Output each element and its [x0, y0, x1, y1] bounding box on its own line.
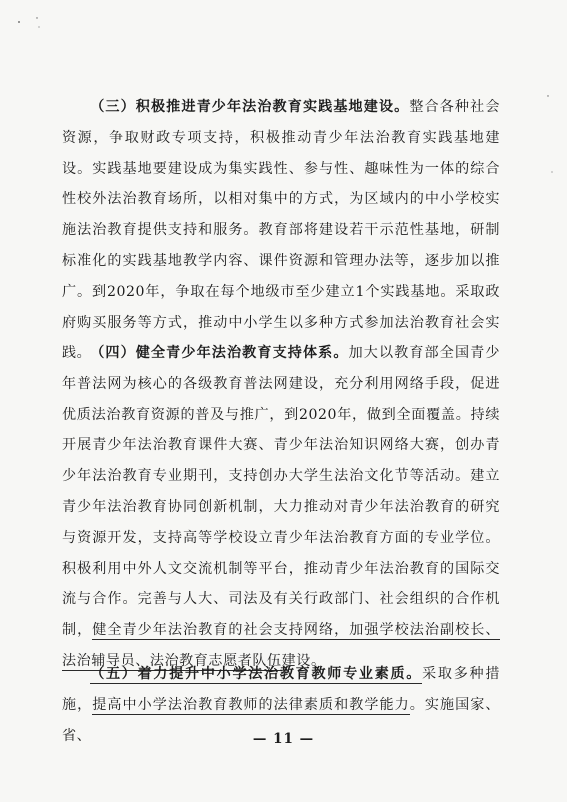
paragraph-body: 加大以教育部全国青少年普法网为核心的各级教育普法网建设，充分利用网络手段，促进优质法治教育资源的普及与推广，到2020年，做到全面覆盖。持续开展青少年法治教育课件大赛、青少年法治知识网络大赛，创办青少年法治教育专业期刊，支持创办大学生法治文化节等活动。建立青少年法治教育协同创新机制，大力推动对青少年法治教育的研究与资源开发，支持高等学校设立青少年法治教育方面的专业学位。积极利用中外人文交流机制等平台，推动青少年法治教育的国际交流与合作。完善与人大、司法及有关行政部门、社会组织的合作机制，: [62, 345, 500, 639]
handwritten-underline-text: 提高中小学法治教育教师的法律素质和教学能力: [92, 696, 410, 713]
section-heading-5: （五）着力提升中小学法治教育教师专业素质。: [90, 666, 423, 682]
paragraph-support-system: [62, 338, 500, 677]
page-number: — 11 —: [252, 731, 315, 747]
paragraph-body: 整合各种社会资源，争取财政专项支持，积极推动青少年法治教育实践基地建设。实践基地要建设成为集实践性、参与性、趣味性为一体的综合性校外法治教育场所，以相对集中的方式，为区域内的中小学校实施法治教育提供支持和服务。教育部将建设若干示范性基地，研制标准化的实践基地教学内容、课件资源和管理办法等，逐步加以推广。到2020年，争取在每个地级市至少建立1个实践基地。采取政府购买服务等方式，推动中小学生以多种方式参加法治教育社会实践。: [62, 99, 500, 362]
paragraph-body: 采取多种措施，: [62, 666, 500, 713]
paragraph-body-end: 。实施国家、省、: [62, 696, 500, 744]
paragraph-body-end: 建设。: [281, 652, 326, 669]
section-heading-3: （三）积极推进青少年法治教育实践基地建设。: [90, 99, 410, 115]
paragraph-practice-base: [62, 92, 500, 369]
handwritten-underline-text: 健全青少年法治教育的社会支持网络，加强学校法治副校长、法治辅导员、法治教育志愿者队伍: [62, 622, 500, 669]
section-heading-4: （四）健全青少年法治教育支持体系。: [90, 345, 349, 361]
